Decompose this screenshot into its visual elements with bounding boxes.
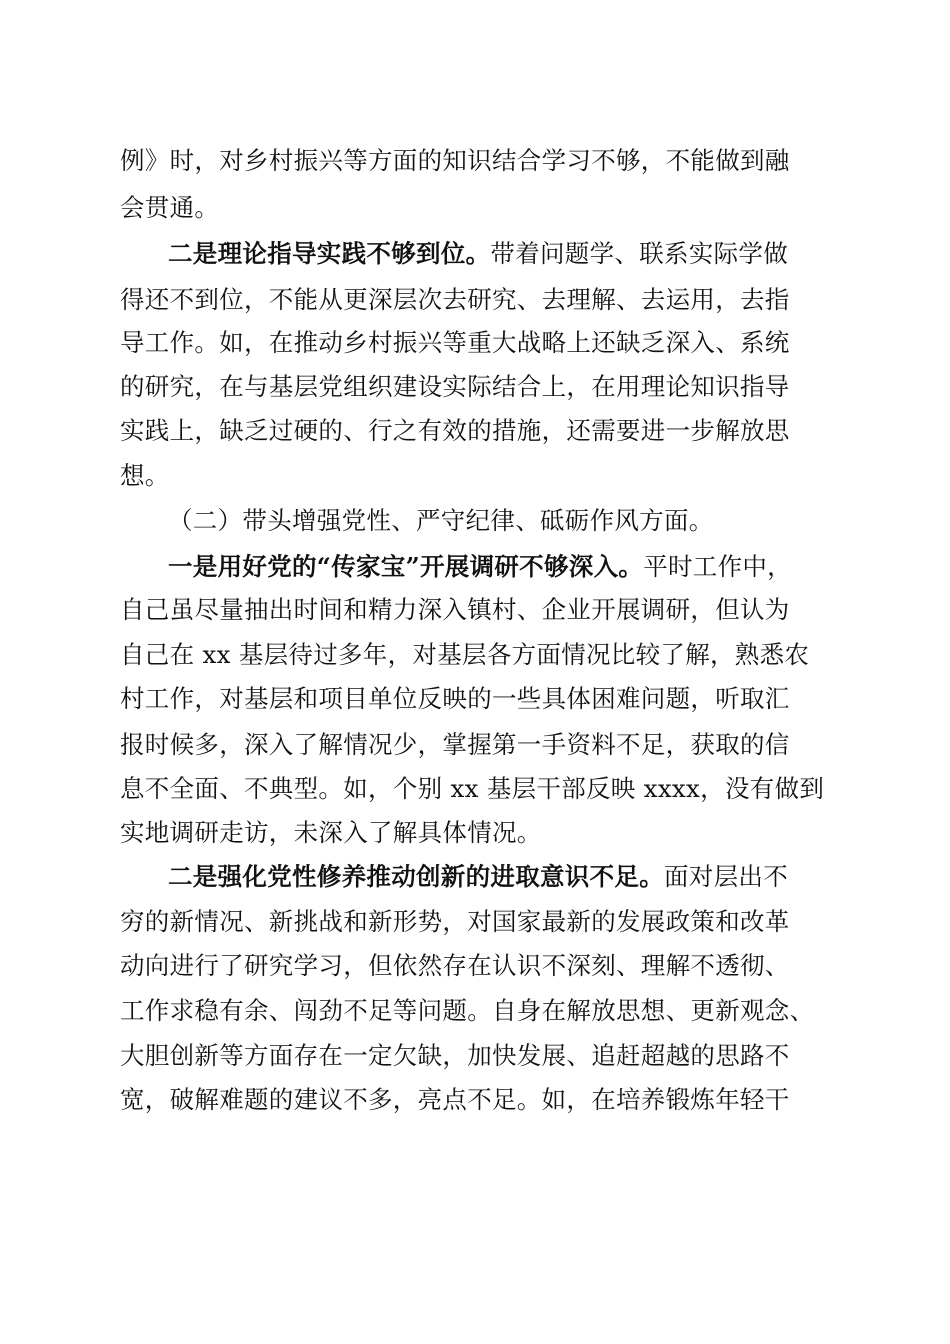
point-heading: 二是强化党性修养推动创新的进取意识不足。 — [168, 862, 664, 891]
paragraph-start: 二是理论指导实践不够到位。带着问题学、联系实际学做 — [168, 239, 789, 268]
text-line: 报时候多，深入了解情况少，掌握第一手资料不足，获取的信 — [120, 730, 790, 759]
text-line: 的研究，在与基层党组织建设实际结合上，在用理论知识指导 — [120, 372, 790, 401]
text-line: 穷的新情况、新挑战和新形势，对国家最新的发展政策和改革 — [120, 907, 790, 936]
text-line: 想。 — [120, 461, 170, 490]
text-line: 实地调研走访，未深入了解具体情况。 — [120, 818, 542, 847]
text-line: 动向进行了研究学习，但依然存在认识不深刻、理解不透彻、 — [120, 951, 790, 980]
paragraph-start: 二是强化党性修养推动创新的进取意识不足。面对层出不 — [168, 862, 788, 891]
point-heading: 二是理论指导实践不够到位。 — [168, 239, 491, 268]
text-line: 会贯通。 — [120, 193, 220, 222]
text-line: 村工作，对基层和项目单位反映的一些具体困难问题，听取汇 — [120, 684, 790, 713]
text-line: 导工作。如，在推动乡村振兴等重大战略上还缺乏深入、系统 — [120, 328, 790, 357]
text-line: 自己虽尽量抽出时间和精力深入镇村、企业开展调研，但认为 — [120, 595, 790, 624]
text-line: 大胆创新等方面存在一定欠缺，加快发展、追赶超越的思路不 — [120, 1041, 790, 1070]
point-heading: 一是用好党的“传家宝”开展调研不够深入。 — [168, 552, 644, 581]
text-line: 得还不到位，不能从更深层次去研究、去理解、去运用，去指 — [120, 285, 790, 314]
text-line: 实践上，缺乏过硬的、行之有效的措施，还需要进一步解放思 — [120, 416, 790, 445]
paragraph-start: 一是用好党的“传家宝”开展调研不够深入。平时工作中， — [168, 552, 792, 581]
text-line: 例》时，对乡村振兴等方面的知识结合学习不够，不能做到融 — [120, 146, 790, 175]
section-heading: （二）带头增强党性、严守纪律、砥砺作风方面。 — [168, 506, 714, 535]
text-line: 宽，破解难题的建议不多，亮点不足。如，在培养锻炼年轻干 — [120, 1085, 790, 1114]
text-line: 息不全面、不典型。如，个别 xx 基层干部反映 xxxx，没有做到 — [120, 774, 825, 803]
text-line: 自己在 xx 基层待过多年，对基层各方面情况比较了解，熟悉农 — [120, 640, 810, 669]
text-line: 工作求稳有余、闯劲不足等问题。自身在解放思想、更新观念、 — [120, 996, 815, 1025]
